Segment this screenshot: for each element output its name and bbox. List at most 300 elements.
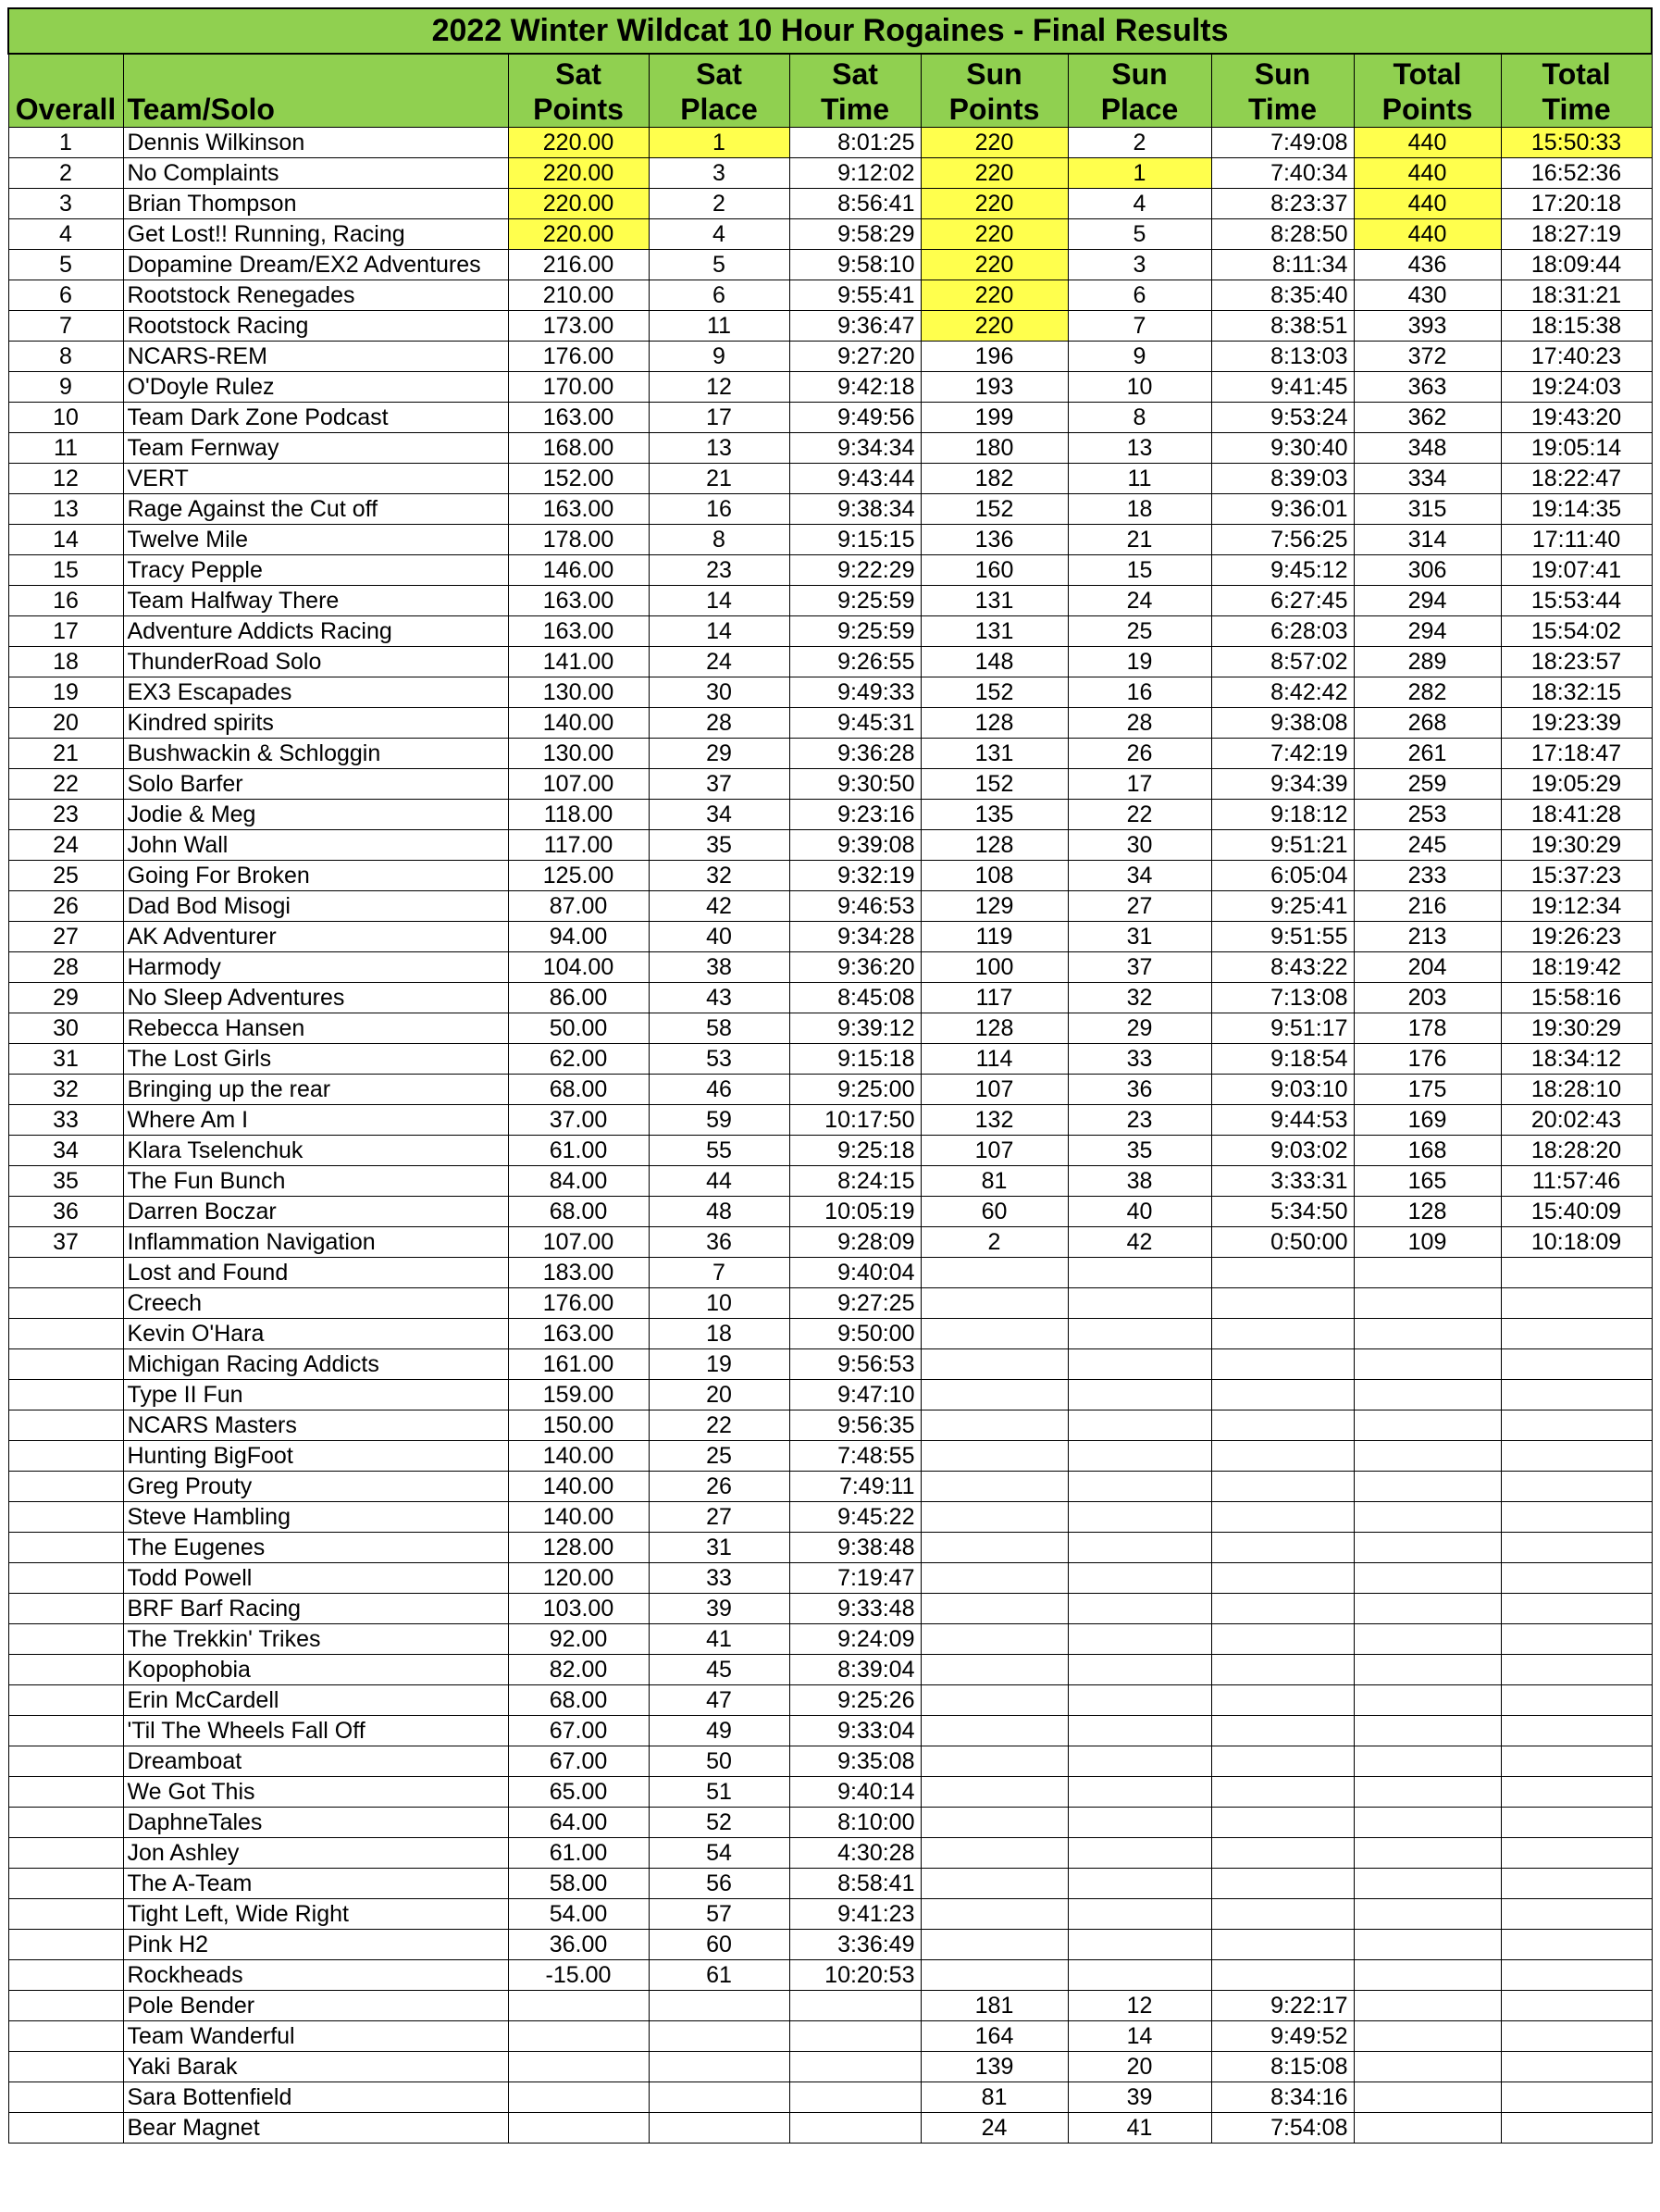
cell-sat-place: 24 xyxy=(649,647,789,677)
cell-overall: 2 xyxy=(8,158,123,189)
cell-total-points: 245 xyxy=(1354,830,1501,861)
cell-total-time xyxy=(1501,1594,1652,1624)
cell-total-time xyxy=(1501,1899,1652,1930)
cell-overall: 17 xyxy=(8,616,123,647)
cell-sat-time: 9:27:25 xyxy=(789,1288,921,1319)
cell-sat-place: 31 xyxy=(649,1533,789,1563)
cell-sun-points xyxy=(921,1563,1068,1594)
cell-sat-time xyxy=(789,2113,921,2144)
cell-total-points: 128 xyxy=(1354,1197,1501,1227)
cell-sat-time: 10:17:50 xyxy=(789,1105,921,1136)
cell-sun-time xyxy=(1211,1441,1354,1472)
cell-overall: 24 xyxy=(8,830,123,861)
cell-sat-points: 130.00 xyxy=(508,739,649,769)
cell-sun-points xyxy=(921,1410,1068,1441)
cell-total-time xyxy=(1501,1960,1652,1991)
cell-sun-place: 34 xyxy=(1068,861,1211,891)
cell-team: Harmody xyxy=(123,952,508,983)
cell-sun-time: 9:53:24 xyxy=(1211,403,1354,433)
cell-team: Where Am I xyxy=(123,1105,508,1136)
cell-sat-time: 9:39:12 xyxy=(789,1013,921,1044)
cell-sat-points: 120.00 xyxy=(508,1563,649,1594)
cell-sun-time: 0:50:00 xyxy=(1211,1227,1354,1258)
cell-total-points xyxy=(1354,2052,1501,2082)
cell-overall: 6 xyxy=(8,280,123,311)
cell-sun-time xyxy=(1211,1258,1354,1288)
cell-sat-points: 50.00 xyxy=(508,1013,649,1044)
cell-sun-points: 152 xyxy=(921,494,1068,525)
cell-sun-place: 13 xyxy=(1068,433,1211,464)
cell-total-points xyxy=(1354,1319,1501,1349)
cell-total-time: 18:32:15 xyxy=(1501,677,1652,708)
cell-overall: 31 xyxy=(8,1044,123,1075)
cell-sat-time: 9:46:53 xyxy=(789,891,921,922)
cell-sun-place xyxy=(1068,1685,1211,1716)
cell-overall: 29 xyxy=(8,983,123,1013)
cell-sun-points xyxy=(921,1288,1068,1319)
cell-sun-points: 148 xyxy=(921,647,1068,677)
cell-sat-points: 107.00 xyxy=(508,769,649,800)
cell-sat-points: 220.00 xyxy=(508,189,649,219)
cell-sat-place: 53 xyxy=(649,1044,789,1075)
cell-sun-time: 8:42:42 xyxy=(1211,677,1354,708)
cell-sat-points: 87.00 xyxy=(508,891,649,922)
cell-sun-place: 12 xyxy=(1068,1991,1211,2021)
cell-sun-time: 8:34:16 xyxy=(1211,2082,1354,2113)
cell-sat-points: 161.00 xyxy=(508,1349,649,1380)
cell-overall xyxy=(8,1410,123,1441)
cell-total-points xyxy=(1354,1594,1501,1624)
cell-total-time xyxy=(1501,1838,1652,1869)
cell-team: Adventure Addicts Racing xyxy=(123,616,508,647)
cell-team: Solo Barfer xyxy=(123,769,508,800)
cell-sat-time: 3:36:49 xyxy=(789,1930,921,1960)
cell-team: No Sleep Adventures xyxy=(123,983,508,1013)
cell-sat-points: 61.00 xyxy=(508,1838,649,1869)
cell-overall xyxy=(8,1380,123,1410)
table-row xyxy=(8,952,1652,983)
cell-sat-place: 30 xyxy=(649,677,789,708)
cell-sat-points: 54.00 xyxy=(508,1899,649,1930)
table-row xyxy=(8,2052,1652,2082)
cell-sun-place xyxy=(1068,1472,1211,1502)
cell-overall: 25 xyxy=(8,861,123,891)
table-row xyxy=(8,1410,1652,1441)
cell-sun-time xyxy=(1211,1777,1354,1808)
cell-sat-points: 118.00 xyxy=(508,800,649,830)
cell-sat-time: 8:56:41 xyxy=(789,189,921,219)
cell-sun-points xyxy=(921,1472,1068,1502)
cell-sun-time: 8:23:37 xyxy=(1211,189,1354,219)
cell-team: DaphneTales xyxy=(123,1808,508,1838)
cell-sun-points: 81 xyxy=(921,2082,1068,2113)
cell-sun-points: 220 xyxy=(921,311,1068,342)
table-row xyxy=(8,1258,1652,1288)
cell-sun-points: 220 xyxy=(921,250,1068,280)
cell-sat-time: 9:45:31 xyxy=(789,708,921,739)
cell-sat-points: 37.00 xyxy=(508,1105,649,1136)
cell-sun-time: 8:35:40 xyxy=(1211,280,1354,311)
cell-sat-time: 9:58:29 xyxy=(789,219,921,250)
cell-total-time: 19:14:35 xyxy=(1501,494,1652,525)
cell-sun-points xyxy=(921,1441,1068,1472)
cell-team: Bringing up the rear xyxy=(123,1075,508,1105)
cell-sat-points: 62.00 xyxy=(508,1044,649,1075)
cell-sun-place: 2 xyxy=(1068,128,1211,158)
cell-sat-place xyxy=(649,2021,789,2052)
cell-sun-time: 7:40:34 xyxy=(1211,158,1354,189)
cell-sat-time: 9:33:04 xyxy=(789,1716,921,1746)
cell-overall xyxy=(8,1472,123,1502)
cell-sat-place: 37 xyxy=(649,769,789,800)
cell-total-points: 168 xyxy=(1354,1136,1501,1166)
cell-sat-time: 8:58:41 xyxy=(789,1869,921,1899)
cell-total-time: 19:05:29 xyxy=(1501,769,1652,800)
cell-sun-time: 9:51:17 xyxy=(1211,1013,1354,1044)
table-row xyxy=(8,2113,1652,2144)
cell-team: The Eugenes xyxy=(123,1533,508,1563)
table-row xyxy=(8,1594,1652,1624)
cell-sat-time: 9:25:59 xyxy=(789,616,921,647)
cell-sun-place xyxy=(1068,1441,1211,1472)
cell-sun-points: 108 xyxy=(921,861,1068,891)
table-row xyxy=(8,1166,1652,1197)
cell-total-time: 18:23:57 xyxy=(1501,647,1652,677)
cell-total-time xyxy=(1501,2021,1652,2052)
cell-sun-points: 220 xyxy=(921,219,1068,250)
cell-total-time: 17:20:18 xyxy=(1501,189,1652,219)
table-row xyxy=(8,891,1652,922)
cell-sun-time: 9:45:12 xyxy=(1211,555,1354,586)
cell-sat-points: 61.00 xyxy=(508,1136,649,1166)
cell-sat-place: 59 xyxy=(649,1105,789,1136)
cell-total-points xyxy=(1354,1502,1501,1533)
cell-overall: 26 xyxy=(8,891,123,922)
cell-sun-points: 164 xyxy=(921,2021,1068,2052)
cell-total-time xyxy=(1501,1380,1652,1410)
cell-total-points xyxy=(1354,1930,1501,1960)
cell-total-time xyxy=(1501,1930,1652,1960)
cell-sat-place xyxy=(649,2052,789,2082)
cell-team: Tracy Pepple xyxy=(123,555,508,586)
cell-sun-points: 182 xyxy=(921,464,1068,494)
cell-sun-points xyxy=(921,1777,1068,1808)
cell-sun-place: 8 xyxy=(1068,403,1211,433)
results-table xyxy=(7,7,1653,2144)
cell-total-time: 15:40:09 xyxy=(1501,1197,1652,1227)
cell-overall: 34 xyxy=(8,1136,123,1166)
cell-sun-place: 41 xyxy=(1068,2113,1211,2144)
cell-sun-points xyxy=(921,1533,1068,1563)
cell-total-points: 315 xyxy=(1354,494,1501,525)
header-sun-points: Sun Points xyxy=(921,54,1068,128)
cell-sat-place: 25 xyxy=(649,1441,789,1472)
table-row xyxy=(8,1472,1652,1502)
table-row xyxy=(8,403,1652,433)
cell-sun-place xyxy=(1068,1288,1211,1319)
cell-total-points xyxy=(1354,1838,1501,1869)
header-team: Team/Solo xyxy=(123,54,508,128)
table-row xyxy=(8,1349,1652,1380)
table-row xyxy=(8,1716,1652,1746)
cell-sat-points: 163.00 xyxy=(508,616,649,647)
cell-sat-points: 67.00 xyxy=(508,1746,649,1777)
cell-sat-place: 54 xyxy=(649,1838,789,1869)
cell-sat-points: 159.00 xyxy=(508,1380,649,1410)
cell-sat-points: 58.00 xyxy=(508,1869,649,1899)
cell-sun-time xyxy=(1211,1533,1354,1563)
cell-team: Yaki Barak xyxy=(123,2052,508,2082)
cell-overall: 21 xyxy=(8,739,123,769)
cell-total-points xyxy=(1354,1288,1501,1319)
cell-total-points xyxy=(1354,2082,1501,2113)
cell-sat-place: 21 xyxy=(649,464,789,494)
cell-sat-time: 9:15:15 xyxy=(789,525,921,555)
cell-sun-place: 18 xyxy=(1068,494,1211,525)
cell-total-time: 19:07:41 xyxy=(1501,555,1652,586)
cell-sat-points: 176.00 xyxy=(508,342,649,372)
table-row xyxy=(8,1899,1652,1930)
cell-overall: 12 xyxy=(8,464,123,494)
results-sheet xyxy=(7,7,1651,2144)
table-row xyxy=(8,800,1652,830)
cell-team: NCARS Masters xyxy=(123,1410,508,1441)
cell-sun-place: 24 xyxy=(1068,586,1211,616)
cell-team: ThunderRoad Solo xyxy=(123,647,508,677)
cell-total-time xyxy=(1501,1472,1652,1502)
cell-total-points: 176 xyxy=(1354,1044,1501,1075)
cell-total-time xyxy=(1501,1319,1652,1349)
cell-sun-place: 19 xyxy=(1068,647,1211,677)
cell-sun-points: 180 xyxy=(921,433,1068,464)
cell-total-time: 18:27:19 xyxy=(1501,219,1652,250)
cell-total-points: 334 xyxy=(1354,464,1501,494)
cell-sat-place: 28 xyxy=(649,708,789,739)
cell-sat-place: 12 xyxy=(649,372,789,403)
cell-total-points: 393 xyxy=(1354,311,1501,342)
table-row xyxy=(8,1960,1652,1991)
cell-sat-time: 9:27:20 xyxy=(789,342,921,372)
cell-sat-time: 8:10:00 xyxy=(789,1808,921,1838)
cell-sun-points: 131 xyxy=(921,616,1068,647)
cell-sun-time: 6:27:45 xyxy=(1211,586,1354,616)
cell-sat-points: 130.00 xyxy=(508,677,649,708)
cell-overall xyxy=(8,1349,123,1380)
cell-sat-time: 9:34:28 xyxy=(789,922,921,952)
cell-sun-place: 29 xyxy=(1068,1013,1211,1044)
cell-overall xyxy=(8,1991,123,2021)
table-row xyxy=(8,525,1652,555)
cell-sat-points: 163.00 xyxy=(508,1319,649,1349)
cell-total-time: 18:09:44 xyxy=(1501,250,1652,280)
table-row xyxy=(8,1044,1652,1075)
cell-sun-place: 26 xyxy=(1068,739,1211,769)
cell-sat-place: 56 xyxy=(649,1869,789,1899)
cell-total-time xyxy=(1501,1258,1652,1288)
cell-team: The Fun Bunch xyxy=(123,1166,508,1197)
cell-sat-time: 9:24:09 xyxy=(789,1624,921,1655)
cell-sun-place xyxy=(1068,1380,1211,1410)
cell-sun-time: 8:39:03 xyxy=(1211,464,1354,494)
cell-team: Rootstock Racing xyxy=(123,311,508,342)
cell-total-time: 19:24:03 xyxy=(1501,372,1652,403)
cell-sat-place: 17 xyxy=(649,403,789,433)
cell-sat-place: 51 xyxy=(649,1777,789,1808)
cell-sun-points xyxy=(921,1899,1068,1930)
cell-sun-time xyxy=(1211,1716,1354,1746)
cell-total-time xyxy=(1501,1349,1652,1380)
cell-sun-points: 220 xyxy=(921,280,1068,311)
cell-sun-time: 9:03:10 xyxy=(1211,1075,1354,1105)
cell-total-points: 216 xyxy=(1354,891,1501,922)
cell-sat-place: 45 xyxy=(649,1655,789,1685)
cell-total-time: 17:11:40 xyxy=(1501,525,1652,555)
cell-sat-place: 26 xyxy=(649,1472,789,1502)
cell-sat-time: 4:30:28 xyxy=(789,1838,921,1869)
cell-sun-time xyxy=(1211,1838,1354,1869)
cell-sun-time xyxy=(1211,1746,1354,1777)
cell-sun-time xyxy=(1211,1685,1354,1716)
header-sun-place: Sun Place xyxy=(1068,54,1211,128)
cell-sun-time: 7:42:19 xyxy=(1211,739,1354,769)
cell-sat-points: 150.00 xyxy=(508,1410,649,1441)
cell-overall xyxy=(8,1502,123,1533)
cell-team: Kevin O'Hara xyxy=(123,1319,508,1349)
cell-total-points xyxy=(1354,1960,1501,1991)
cell-sat-points: 163.00 xyxy=(508,403,649,433)
table-row xyxy=(8,1624,1652,1655)
cell-sat-points: 104.00 xyxy=(508,952,649,983)
cell-sat-points: 125.00 xyxy=(508,861,649,891)
cell-total-time: 15:54:02 xyxy=(1501,616,1652,647)
cell-sat-points: 220.00 xyxy=(508,158,649,189)
cell-overall xyxy=(8,1960,123,1991)
cell-sun-points: 107 xyxy=(921,1136,1068,1166)
cell-sat-place: 14 xyxy=(649,586,789,616)
cell-sun-points xyxy=(921,1960,1068,1991)
cell-total-time: 17:40:23 xyxy=(1501,342,1652,372)
cell-sun-time: 8:13:03 xyxy=(1211,342,1354,372)
cell-sat-points: 210.00 xyxy=(508,280,649,311)
cell-sat-points: 140.00 xyxy=(508,1472,649,1502)
cell-sat-points: 64.00 xyxy=(508,1808,649,1838)
cell-sun-place xyxy=(1068,1960,1211,1991)
table-row xyxy=(8,342,1652,372)
cell-team: Jon Ashley xyxy=(123,1838,508,1869)
cell-sun-time: 9:36:01 xyxy=(1211,494,1354,525)
cell-team: Sara Bottenfield xyxy=(123,2082,508,2113)
cell-sun-place: 42 xyxy=(1068,1227,1211,1258)
table-row xyxy=(8,128,1652,158)
cell-sun-place: 36 xyxy=(1068,1075,1211,1105)
cell-sun-place xyxy=(1068,1410,1211,1441)
cell-sat-place: 35 xyxy=(649,830,789,861)
cell-sat-place: 41 xyxy=(649,1624,789,1655)
cell-sun-place xyxy=(1068,1716,1211,1746)
cell-sat-place: 11 xyxy=(649,311,789,342)
table-row xyxy=(8,1563,1652,1594)
cell-overall: 15 xyxy=(8,555,123,586)
cell-sat-time xyxy=(789,1991,921,2021)
cell-overall: 36 xyxy=(8,1197,123,1227)
cell-sat-points: 68.00 xyxy=(508,1075,649,1105)
cell-sun-points xyxy=(921,1869,1068,1899)
cell-overall xyxy=(8,1319,123,1349)
cell-team: Kopophobia xyxy=(123,1655,508,1685)
table-row xyxy=(8,647,1652,677)
cell-sat-time: 9:26:55 xyxy=(789,647,921,677)
header-sat-points: Sat Points xyxy=(508,54,649,128)
cell-sun-place: 28 xyxy=(1068,708,1211,739)
cell-overall: 32 xyxy=(8,1075,123,1105)
table-row xyxy=(8,922,1652,952)
cell-sat-time: 9:39:08 xyxy=(789,830,921,861)
cell-overall xyxy=(8,1258,123,1288)
table-row xyxy=(8,2021,1652,2052)
cell-total-points: 165 xyxy=(1354,1166,1501,1197)
table-row xyxy=(8,494,1652,525)
cell-sat-time xyxy=(789,2021,921,2052)
cell-overall xyxy=(8,1716,123,1746)
cell-total-points: 178 xyxy=(1354,1013,1501,1044)
cell-total-time: 18:22:47 xyxy=(1501,464,1652,494)
cell-sat-points: 140.00 xyxy=(508,1502,649,1533)
cell-sun-points: 128 xyxy=(921,830,1068,861)
cell-sun-place: 7 xyxy=(1068,311,1211,342)
cell-sun-place: 14 xyxy=(1068,2021,1211,2052)
cell-overall xyxy=(8,2021,123,2052)
cell-overall: 22 xyxy=(8,769,123,800)
cell-sat-place xyxy=(649,2113,789,2144)
cell-team: Todd Powell xyxy=(123,1563,508,1594)
cell-overall xyxy=(8,1746,123,1777)
cell-total-time xyxy=(1501,1808,1652,1838)
cell-sun-place xyxy=(1068,1258,1211,1288)
cell-sat-points: 152.00 xyxy=(508,464,649,494)
cell-total-points xyxy=(1354,1869,1501,1899)
cell-sun-time xyxy=(1211,1594,1354,1624)
cell-team: Pink H2 xyxy=(123,1930,508,1960)
cell-sat-points: 107.00 xyxy=(508,1227,649,1258)
cell-sat-place: 9 xyxy=(649,342,789,372)
cell-overall xyxy=(8,1777,123,1808)
cell-sun-points: 132 xyxy=(921,1105,1068,1136)
cell-team: Kindred spirits xyxy=(123,708,508,739)
cell-team: AK Adventurer xyxy=(123,922,508,952)
cell-sun-place: 22 xyxy=(1068,800,1211,830)
table-row xyxy=(8,1746,1652,1777)
cell-sun-place: 15 xyxy=(1068,555,1211,586)
cell-total-time: 18:31:21 xyxy=(1501,280,1652,311)
table-row xyxy=(8,1319,1652,1349)
cell-sat-place: 6 xyxy=(649,280,789,311)
cell-team: Team Wanderful xyxy=(123,2021,508,2052)
cell-sat-time: 7:19:47 xyxy=(789,1563,921,1594)
cell-team: Erin McCardell xyxy=(123,1685,508,1716)
cell-sun-points xyxy=(921,1838,1068,1869)
cell-sun-points xyxy=(921,1930,1068,1960)
header-total-points: Total Points xyxy=(1354,54,1501,128)
cell-sun-time: 9:03:02 xyxy=(1211,1136,1354,1166)
cell-sun-points xyxy=(921,1258,1068,1288)
cell-team: Creech xyxy=(123,1288,508,1319)
cell-sun-time: 9:44:53 xyxy=(1211,1105,1354,1136)
cell-sat-time: 9:55:41 xyxy=(789,280,921,311)
cell-total-time: 17:18:47 xyxy=(1501,739,1652,769)
cell-sun-time: 9:18:54 xyxy=(1211,1044,1354,1075)
cell-sat-place: 8 xyxy=(649,525,789,555)
cell-total-time: 18:28:20 xyxy=(1501,1136,1652,1166)
